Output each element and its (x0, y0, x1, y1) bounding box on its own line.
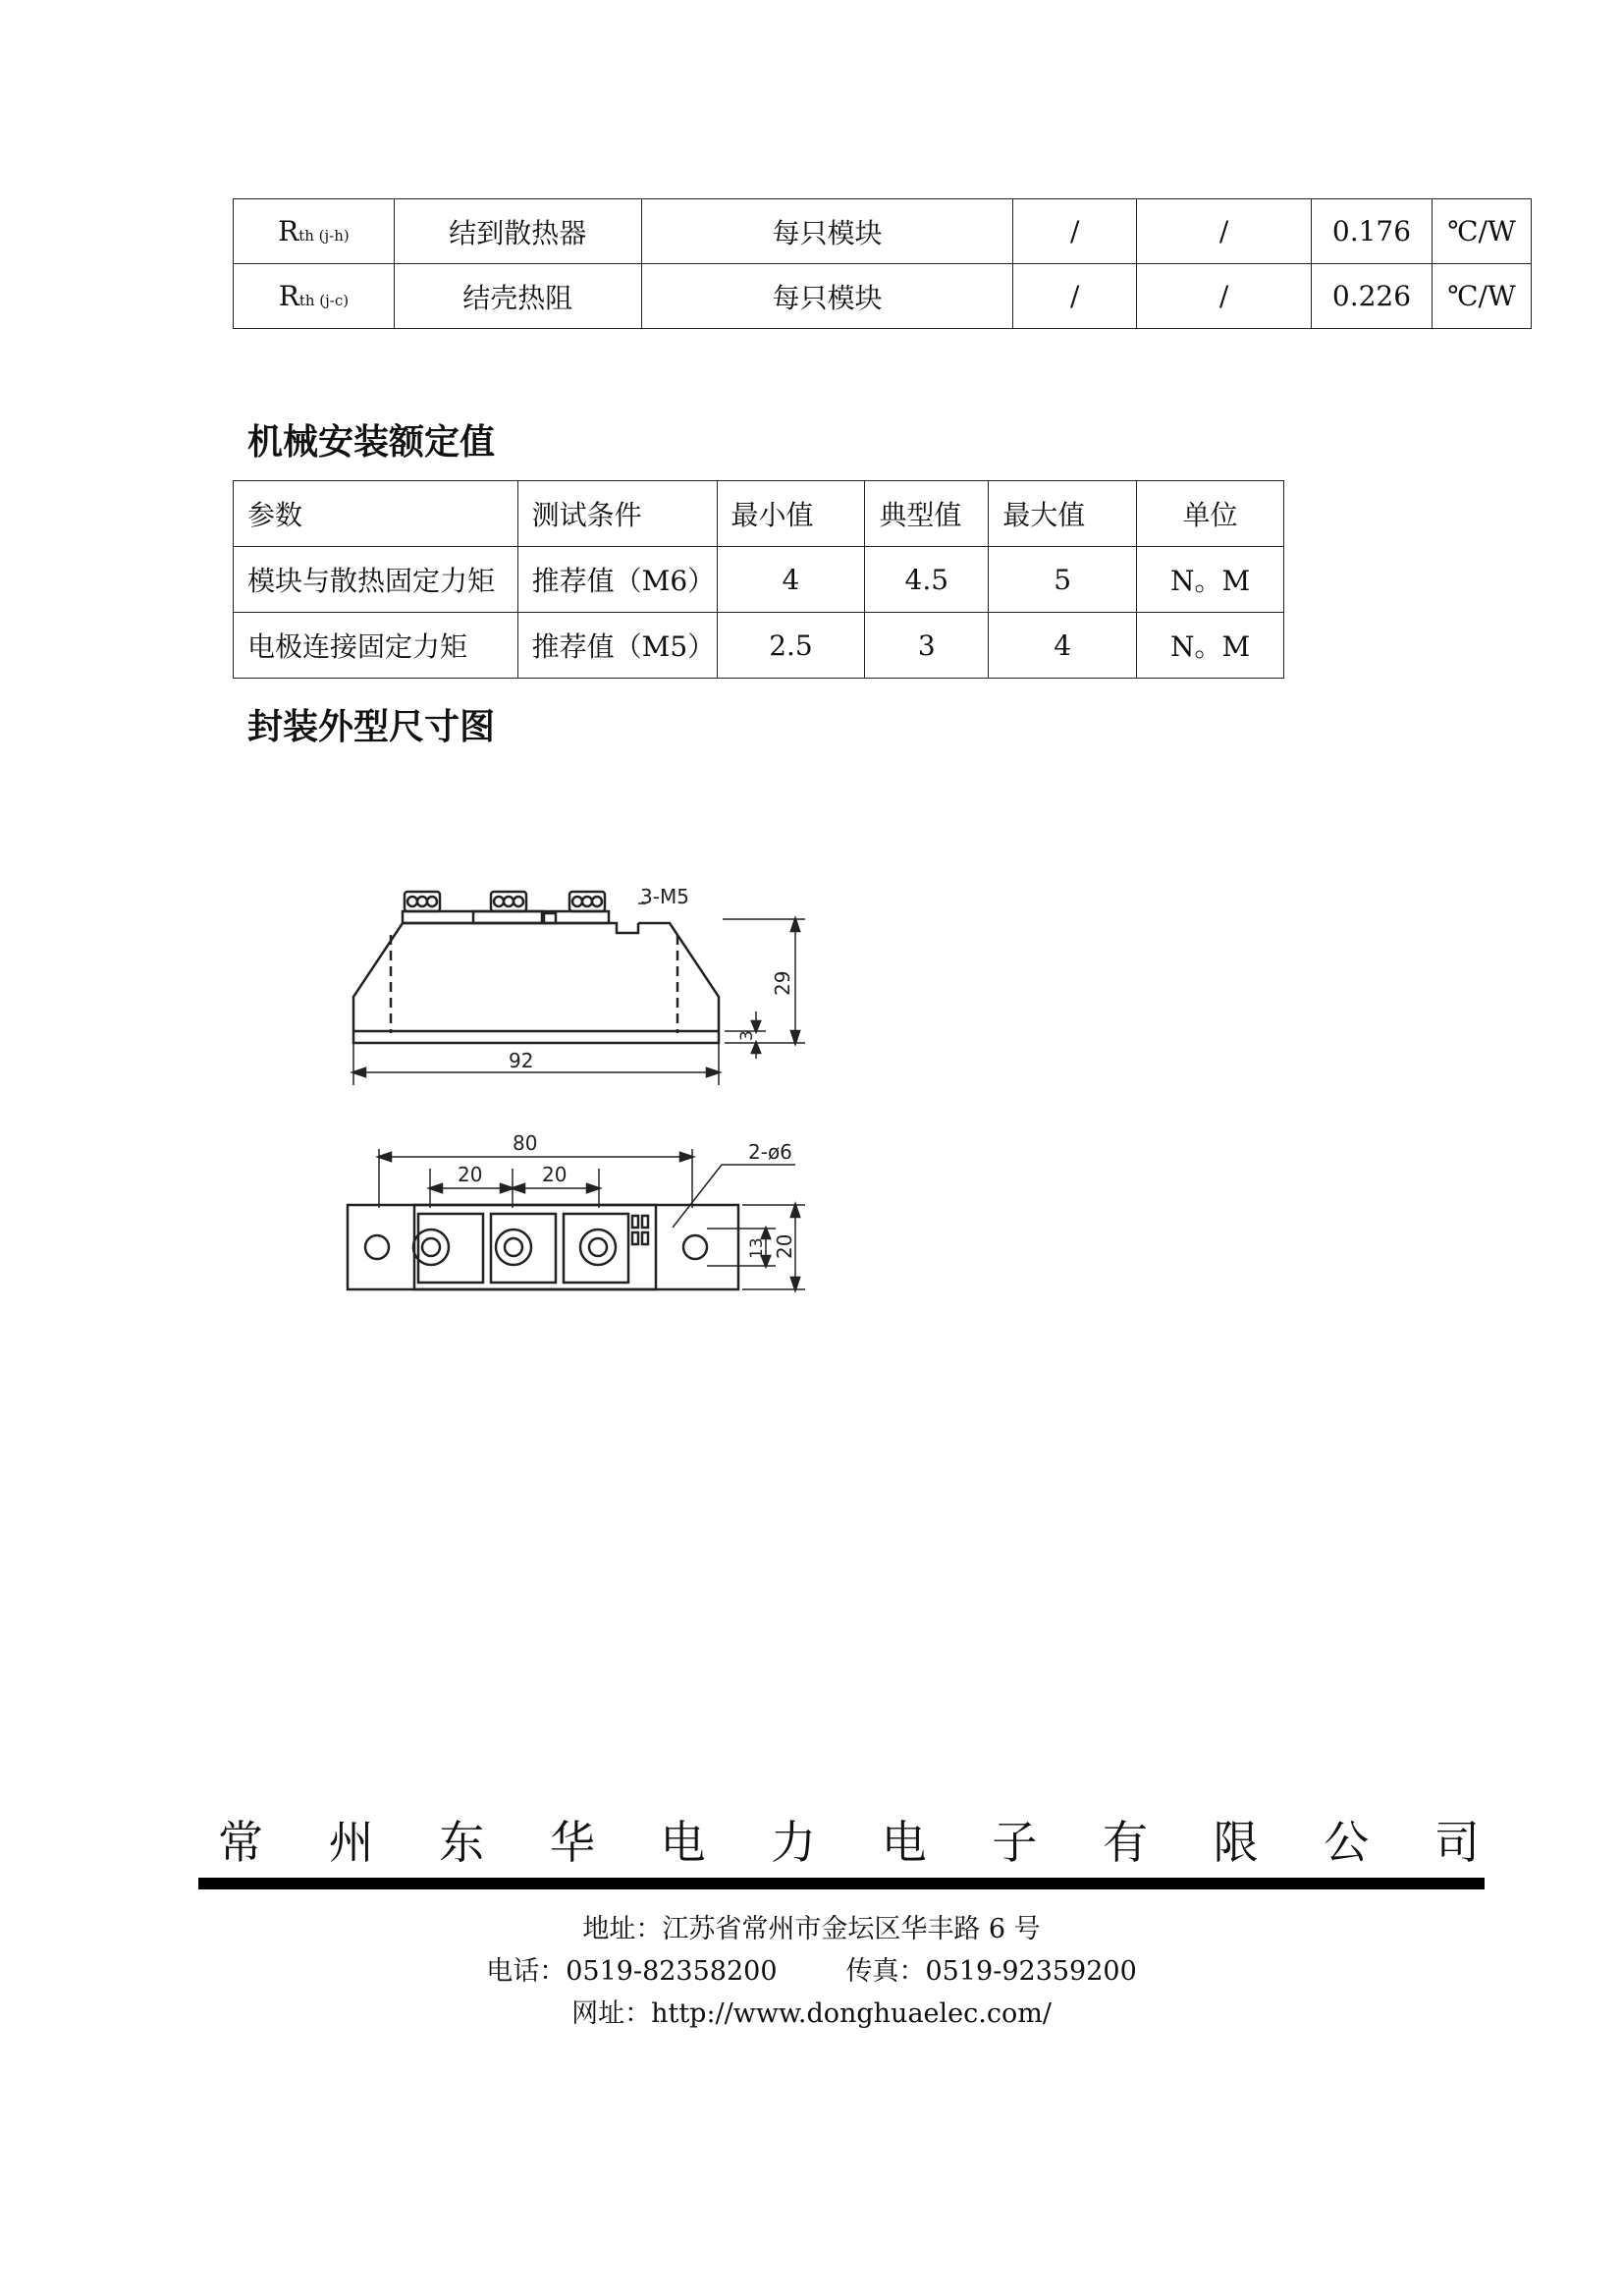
param-cell: 结壳热阻 (394, 264, 641, 329)
package-drawing (334, 864, 825, 1306)
footer-fax: 传真：0519-92359200 (845, 1956, 1137, 1987)
table-row (234, 264, 1532, 329)
dim-height: 29 (771, 970, 794, 996)
top-view (348, 1131, 805, 1289)
company-char: 司 (1434, 1816, 1480, 1869)
typ-cell: / (1137, 199, 1312, 264)
dim-thread: 3-M5 (640, 885, 689, 908)
footer-website[interactable]: 网址：http://www.donghuaelec.com/ (571, 1998, 1052, 2029)
header-cell: 参数 (234, 481, 518, 547)
table-row (234, 199, 1532, 264)
param-cell: 模块与散热固定力矩 (234, 547, 518, 613)
unit-cell: N。M (1137, 613, 1284, 679)
dim-base: 3 (737, 1030, 757, 1041)
company-char: 电 (881, 1816, 927, 1869)
footer-contact (0, 1949, 1623, 1988)
header-cell: 最大值 (989, 481, 1137, 547)
mech-title: 机械安装额定值 (247, 422, 496, 463)
unit-cell: ℃/W (1432, 199, 1531, 264)
unit-cell: ℃/W (1432, 264, 1531, 329)
footer-rule (198, 1878, 1485, 1889)
typ-cell: 3 (865, 613, 989, 679)
min-cell: / (1013, 264, 1137, 329)
dim-pitch-2: 20 (542, 1163, 568, 1186)
max-cell: 4 (989, 613, 1137, 679)
unit-cell: N。M (1137, 547, 1284, 613)
typ-cell: 4.5 (865, 547, 989, 613)
table-row (234, 613, 1284, 679)
table-header-row (234, 481, 1284, 547)
max-cell: 5 (989, 547, 1137, 613)
company-char: 电 (660, 1816, 706, 1869)
max-cell: 0.226 (1312, 264, 1433, 329)
param-cell: 结到散热器 (394, 199, 641, 264)
company-char: 公 (1324, 1816, 1370, 1869)
max-cell: 0.176 (1312, 199, 1433, 264)
mech-table (233, 480, 1284, 679)
symbol-cell: Rth (j-c) (234, 264, 395, 329)
footer-tel: 电话：0519-82358200 (486, 1956, 778, 1987)
company-char: 华 (549, 1816, 595, 1869)
table-row (234, 547, 1284, 613)
company-char: 子 (992, 1816, 1038, 1869)
dim-width-inner: 13 (747, 1237, 767, 1259)
min-cell: / (1013, 199, 1137, 264)
package-title: 封装外型尺寸图 (247, 707, 496, 747)
min-cell: 2.5 (717, 613, 865, 679)
dim-pitch-total: 80 (513, 1131, 538, 1155)
cond-cell: 每只模块 (641, 264, 1013, 329)
header-cell: 单位 (1137, 481, 1284, 547)
company-char: 力 (771, 1816, 817, 1869)
company-char: 限 (1213, 1816, 1259, 1869)
param-cell: 电极连接固定力矩 (234, 613, 518, 679)
thermal-table (233, 198, 1532, 329)
company-name (218, 1807, 1480, 1872)
symbol-cell: Rth (j-h) (234, 199, 395, 264)
min-cell: 4 (717, 547, 865, 613)
footer-address: 地址：江苏省常州市金坛区华丰路 6 号 (582, 1914, 1041, 1944)
company-char: 常 (218, 1816, 263, 1869)
cond-cell: 推荐值（M5） (517, 613, 717, 679)
side-view (353, 885, 805, 1085)
dim-holes: 2-ø6 (748, 1140, 792, 1164)
typ-cell: / (1137, 264, 1312, 329)
cond-cell: 每只模块 (641, 199, 1013, 264)
header-cell: 典型值 (865, 481, 989, 547)
dim-width-outer: 20 (773, 1233, 796, 1259)
company-char: 有 (1103, 1816, 1148, 1869)
company-char: 东 (439, 1816, 485, 1869)
dim-length: 92 (509, 1049, 534, 1072)
header-cell: 测试条件 (517, 481, 717, 547)
company-char: 州 (328, 1816, 374, 1869)
cond-cell: 推荐值（M6） (517, 547, 717, 613)
dim-pitch-1: 20 (458, 1163, 483, 1186)
header-cell: 最小值 (717, 481, 865, 547)
